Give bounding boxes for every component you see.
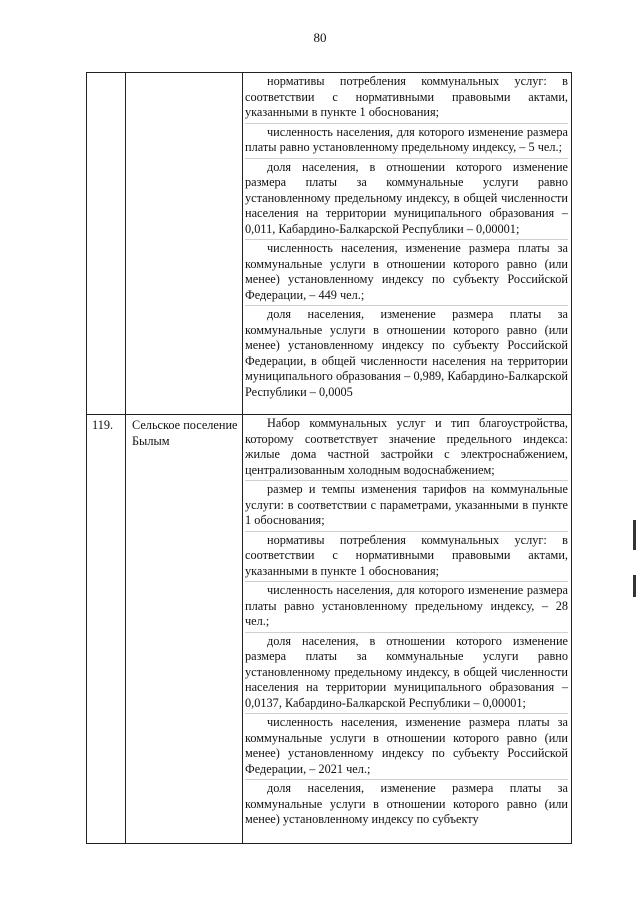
scan-artifact: [633, 520, 636, 550]
row-description: [242, 73, 571, 414]
paragraph: доля населения, изменение размера платы за коммунальные услуги в отношении которого равно (или менее) установленному индексу по субъекту: [245, 781, 568, 826]
row-number: [87, 73, 125, 414]
paragraph: доля населения, в отношении которого изменение размера платы за коммунальные услуги равно установленному предельному индексу, в общей численности населения на территории муниципального образования – 0,0137, Кабардино-Балкарской Республики – 0,00001;: [245, 633, 568, 715]
paragraph: численность населения, изменение размера платы за коммунальные услуги в отношении которого равно (или менее) установленному индексу по субъекту Российской Федерации, – 2021 чел.;: [245, 714, 568, 780]
paragraph: нормативы потребления коммунальных услуг: в соответствии с нормативными правовыми актами, указанными в пункте 1 обоснования;: [245, 73, 568, 124]
paragraph: доля населения, изменение размера платы за коммунальные услуги в отношении которого равно (или менее) установленному индексу по субъекту Российской Федерации, в общей численности населения на территории муниципального образования – 0,989, Кабардино-Балкарской Республики – 0,0005: [245, 307, 568, 399]
paragraph: нормативы потребления коммунальных услуг: в соответствии с нормативными правовыми актами, указанными в пункте 1 обоснования;: [245, 532, 568, 583]
paragraph: численность населения, для которого изменение размера платы равно установленному предельному индексу, – 5 чел.;: [245, 124, 568, 159]
page-number: 80: [313, 30, 327, 45]
scan-artifact: [633, 575, 636, 597]
document-table: [86, 72, 572, 844]
row-description: [242, 415, 571, 844]
settlement-name: Сельское поселение Былым: [132, 418, 238, 448]
settlement-name: [125, 73, 242, 414]
paragraph: размер и темпы изменения тарифов на коммунальные услуги: в соответствии с параметрами, указанными в пункте 1 обоснования;: [245, 481, 568, 532]
row-number: 119.: [92, 418, 114, 432]
paragraph: Набор коммунальных услуг и тип благоустройства, которому соответствует значение предельного индекса: жилые дома частной застройки с электроснабжением, централизованным холодным водоснабжением;: [245, 415, 568, 481]
paragraph: доля населения, в отношении которого изменение размера платы за коммунальные услуги равно установленному предельному индексу, в общей численности населения на территории муниципального образования – 0,011, Кабардино-Балкарской Республики – 0,00001;: [245, 159, 568, 241]
paragraph: численность населения, для которого изменение размера платы равно установленному предельному индексу, – 28 чел.;: [245, 582, 568, 633]
paragraph: численность населения, изменение размера платы за коммунальные услуги в отношении которого равно (или менее) установленному индексу по субъекту Российской Федерации, – 449 чел.;: [245, 240, 568, 306]
